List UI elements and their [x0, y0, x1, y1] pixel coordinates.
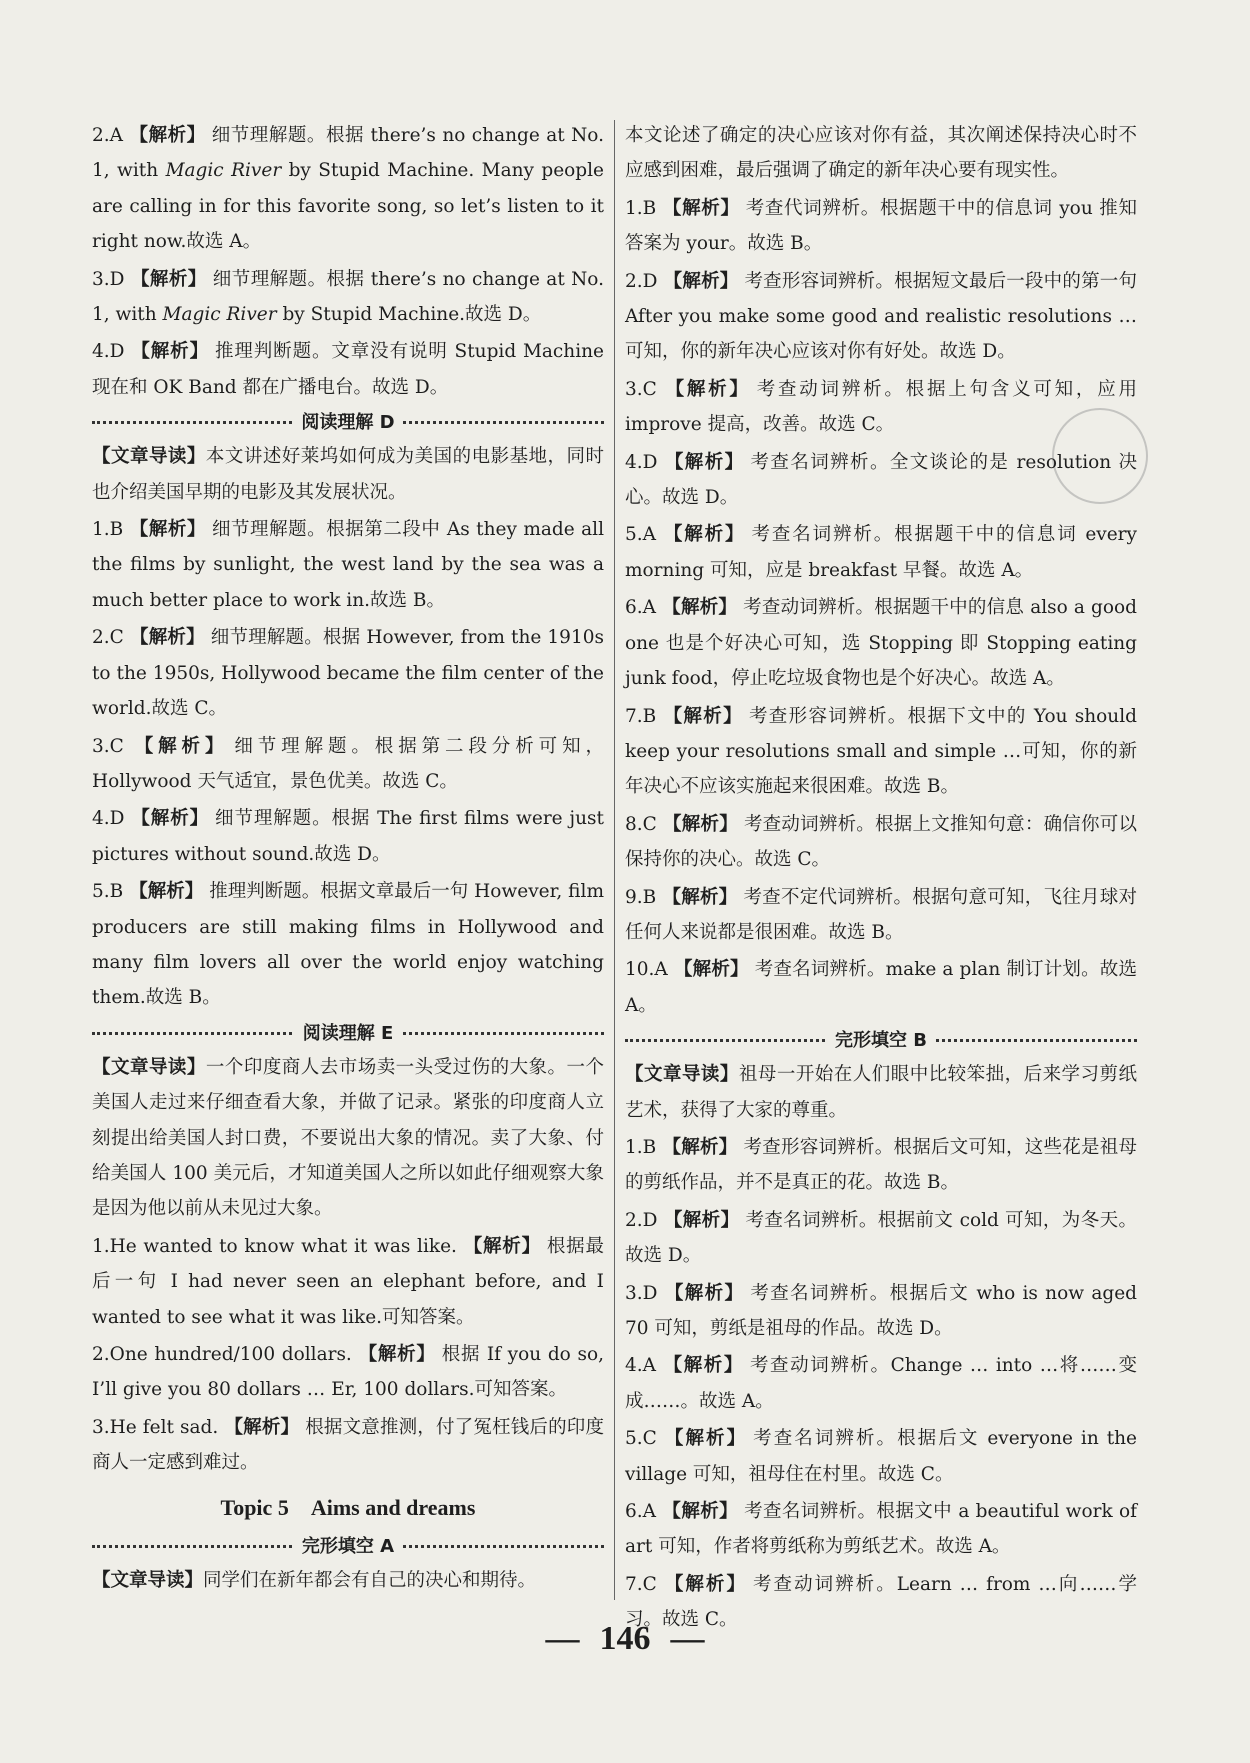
analysis-tag: 【解析】 — [673, 959, 749, 981]
guide-text: 本文讲述好莱坞如何成为美国的电影基地，同时也介绍美国早期的电影及其发展状况。 — [92, 446, 604, 503]
answer-item — [625, 372, 1137, 443]
guide-label: 【文章导读】 — [625, 1064, 739, 1086]
analysis-tag: 【解析】 — [662, 1501, 739, 1523]
answer-number: 7.B — [625, 705, 657, 727]
analysis-text: 推理判断题。文章没有说明 Stupid Machine 现在和 OK Band 都在广播电台。故选 D。 — [92, 341, 604, 398]
answer-item — [625, 1348, 1137, 1419]
topic-label: Topic 5 — [220, 1494, 289, 1520]
article-guide — [92, 1563, 604, 1598]
guide-label: 【文章导读】 — [92, 1569, 204, 1591]
answer-number: 2.C — [92, 627, 124, 649]
analysis-tag: 【解析】 — [357, 1344, 436, 1365]
answer-number: 6.A — [625, 597, 657, 619]
song-title: Magic River — [162, 304, 277, 326]
analysis-tag: 【解析】 — [129, 627, 205, 649]
answer-item — [92, 118, 604, 260]
page-number — [0, 1620, 1250, 1658]
analysis-tag: 【解析】 — [662, 1136, 738, 1158]
guide-text: 一个印度商人去市场卖一头受过伤的大象。一个美国人走过来仔细查看大象，并做了记录。紧张的印度商人立刻提出给美国人封口费，不要说出大象的情况。卖了大象、付给美国人 100 美元后，才知道美国人之所以如此仔细观察大象是因为他以前从未见过大象。 — [92, 1056, 604, 1220]
answer-item — [92, 512, 604, 618]
article-guide — [625, 1057, 1137, 1128]
analysis-text: 考查动词辨析。根据上文推知句意：确信你可以保持你的决心。故选 C。 — [625, 813, 1137, 871]
section-header-reading-d — [92, 407, 604, 437]
analysis-tag: 【解析】 — [662, 886, 738, 908]
analysis-tag: 【解析】 — [129, 881, 204, 903]
analysis-text: 考查代词辨析。根据题干中的信息词 you 推知答案为 your。故选 B。 — [625, 197, 1137, 255]
answer-number: 9.B — [625, 886, 657, 908]
analysis-tag: 【解析】 — [663, 1209, 740, 1231]
analysis-text: 细节理解题。根据 However, from the 1910s to the 1950s, Hollywood became the film center of the world.故选 C。 — [92, 627, 604, 720]
page-number-value: 146 — [599, 1620, 651, 1657]
analysis-tag: 【解析】 — [662, 705, 743, 727]
analysis-text: 考查不定代词辨析。根据句意可知，飞往月球对任何人来说都是很困难。故选 B。 — [625, 886, 1137, 943]
page-number-dash: — — [545, 1620, 580, 1657]
analysis-text: 考查名词辨析。根据后文 who is now aged 70 可知，剪纸是祖母的作品。故选 D。 — [625, 1282, 1137, 1339]
analysis-tag: 【解析】 — [129, 125, 206, 146]
topic-title: Aims and dreams — [310, 1494, 476, 1520]
analysis-text: 根据最后一句 I had never seen an elephant before, and I wanted to see what it was like.可知答案。 — [92, 1235, 604, 1328]
analysis-tag: 【解析】 — [662, 197, 740, 219]
section-header-cloze-a — [92, 1531, 604, 1561]
analysis-text: 根据 If you do so, I’ll give you 80 dollars … Er, 100 dollars.可知答案。 — [92, 1344, 604, 1401]
analysis-text: 细节理解题。根据 The first films were just pictures without sound.故选 D。 — [92, 808, 604, 865]
answer-number: 2.D — [625, 1209, 658, 1231]
page-number-dash: — — [670, 1620, 705, 1657]
analysis-text: 考查名词辨析。根据文中 a beautiful work of art 可知，作者将剪纸称为剪纸艺术。故选 A。 — [625, 1501, 1137, 1558]
analysis-tag: 【解析】 — [662, 524, 746, 546]
answer-number: 4.D — [92, 341, 125, 363]
answer-number: 3.D — [92, 268, 125, 290]
answer-number: 6.A — [625, 1501, 657, 1523]
analysis-tag: 【解析】 — [663, 451, 745, 473]
answer-number: 5.C — [625, 1428, 657, 1450]
answer-number: 4.D — [92, 808, 125, 830]
analysis-tag: 【解析】 — [663, 270, 739, 292]
answer-number: 4.A — [625, 1355, 657, 1377]
analysis-text: 细节理解题。根据第二段分析可知，Hollywood 天气适宜，景色优美。故选 C。 — [92, 735, 604, 792]
answer-item — [625, 1203, 1137, 1274]
answer-text: One hundred/100 dollars. — [109, 1344, 352, 1365]
answer-number: 3.C — [625, 378, 657, 400]
answer-item — [92, 1337, 604, 1408]
analysis-tag: 【解析】 — [662, 378, 751, 400]
analysis-text: 根据文意推测，付了冤枉钱后的印度商人一定感到难过。 — [92, 1416, 604, 1474]
section-title: 阅读理解 D — [293, 408, 402, 434]
answer-item — [625, 517, 1137, 588]
answer-number: 2. — [92, 1344, 110, 1365]
answer-item — [92, 262, 604, 333]
analysis-tag: 【解析】 — [662, 1428, 748, 1450]
analysis-text: 考查名词辨析。根据题干中的信息词 every morning 可知，应是 breakfast 早餐。故选 A。 — [625, 524, 1137, 581]
analysis-tag: 【解析】 — [662, 1573, 747, 1595]
analysis-text: 考查动词辨析。Learn … from …向……学习。故选 C。 — [625, 1573, 1137, 1631]
answer-number: 1. — [92, 1235, 110, 1257]
topic-heading — [92, 1495, 604, 1521]
answer-number: 5.A — [625, 524, 657, 546]
analysis-tag: 【解析】 — [129, 735, 229, 757]
answer-number: 7.C — [625, 1573, 657, 1595]
analysis-tag: 【解析】 — [130, 808, 210, 830]
answer-number: 3.D — [625, 1282, 658, 1304]
analysis-text: by Stupid Machine. Many people are calling in for this favorite song, so let’s listen to it right now.故选 A。 — [92, 160, 605, 253]
answer-number: 1.B — [625, 1136, 657, 1158]
answer-number: 10.A — [625, 959, 668, 981]
answer-item — [92, 801, 604, 872]
answer-item — [625, 1276, 1137, 1347]
answer-number: 3.C — [92, 735, 124, 757]
answer-item — [625, 880, 1137, 951]
analysis-text: 考查形容词辨析。根据短文最后一段中的第一句 After you make some good and realistic resolutions …可知，你的新年决心应该对你有好处。故选 D。 — [625, 270, 1137, 363]
guide-text: 同学们在新年都会有自己的决心和期待。 — [203, 1569, 537, 1591]
guide-text: 祖母一开始在人们眼中比较笨拙，后来学习剪纸艺术，获得了大家的尊重。 — [625, 1064, 1137, 1121]
answer-number: 8.C — [625, 813, 657, 835]
analysis-text: 细节理解题。根据 there’s no change at No. 1, with — [92, 268, 604, 326]
answer-item — [625, 445, 1137, 516]
answer-number: 2.D — [625, 270, 658, 292]
analysis-text: 考查名词辨析。根据后文 everyone in the village 可知，祖母住在村里。故选 C。 — [625, 1428, 1137, 1485]
answer-item — [625, 264, 1137, 370]
section-title: 完形填空 B — [827, 1026, 935, 1052]
answer-number: 4.D — [625, 451, 658, 473]
analysis-tag: 【解析】 — [662, 597, 738, 619]
section-header-reading-e — [92, 1018, 604, 1048]
answer-item — [625, 1494, 1137, 1565]
analysis-tag: 【解析】 — [224, 1416, 300, 1438]
analysis-tag: 【解析】 — [662, 813, 738, 835]
section-title: 完形填空 A — [294, 1532, 402, 1558]
analysis-text: 细节理解题。根据 there’s no change at No. 1, with — [92, 125, 604, 182]
answer-item — [625, 807, 1137, 878]
analysis-text: 考查名词辨析。根据前文 cold 可知，为冬天。故选 D。 — [625, 1209, 1137, 1267]
analysis-text: 考查形容词辨析。根据后文可知，这些花是祖母的剪纸作品，并不是真正的花。故选 B。 — [625, 1136, 1137, 1194]
analysis-tag: 【解析】 — [130, 341, 209, 363]
analysis-text: 推理判断题。根据文章最后一句 However, film producers are still making films in Hollywood and many film lovers all over the world enjoy watching them.故选 B。 — [92, 881, 604, 1009]
article-guide — [92, 1050, 604, 1227]
song-title: Magic River — [165, 160, 282, 182]
analysis-text: 考查动词辨析。Change … into …将……变成……。故选 A。 — [625, 1355, 1137, 1412]
analysis-text: by Stupid Machine.故选 D。 — [276, 304, 542, 326]
answer-item — [92, 1229, 604, 1335]
right-column — [625, 118, 1137, 1638]
analysis-text: 考查名词辨析。make a plan 制订计划。故选 A。 — [625, 959, 1137, 1016]
analysis-tag: 【解析】 — [129, 519, 206, 541]
analysis-tag: 【解析】 — [663, 1282, 745, 1304]
answer-item — [625, 191, 1137, 262]
answer-item — [92, 334, 604, 405]
answer-item — [92, 1410, 604, 1481]
answer-item — [625, 1130, 1137, 1201]
answer-text: He felt sad. — [109, 1416, 219, 1438]
answer-item — [625, 590, 1137, 696]
answer-item — [625, 699, 1137, 805]
analysis-text: 考查形容词辨析。根据下文中的 You should keep your resolutions small and simple …可知，你的新年决心不应该实施起来很困难。故选 B。 — [625, 705, 1137, 798]
analysis-tag: 【解析】 — [130, 268, 207, 290]
answer-number: 1.B — [625, 197, 657, 219]
analysis-text: 考查名词辨析。全文谈论的是 resolution 决心。故选 D。 — [625, 451, 1137, 509]
section-header-cloze-b — [625, 1025, 1137, 1055]
section-title: 阅读理解 E — [295, 1019, 402, 1045]
answer-number: 1.B — [92, 519, 124, 541]
analysis-text: 考查动词辨析。根据题干中的信息 also a good one 也是个好决心可知，选 Stopping 即 Stopping eating junk food，停止吃垃圾食物也是个好决心。故选 A。 — [625, 597, 1137, 690]
guide-label: 【文章导读】 — [92, 446, 206, 468]
answer-number: 2.A — [92, 125, 124, 146]
answer-item — [92, 874, 604, 1016]
analysis-tag: 【解析】 — [662, 1355, 744, 1377]
analysis-tag: 【解析】 — [462, 1235, 541, 1257]
answer-number: 5.B — [92, 881, 124, 903]
column-divider — [614, 120, 615, 1600]
guide-label: 【文章导读】 — [92, 1056, 206, 1078]
analysis-text: 细节理解题。根据第二段中 As they made all the films by sunlight, the west land by the sea was a much better place to work in.故选 B。 — [92, 519, 604, 611]
guide-text-continued: 本文论述了确定的决心应该对你有益，其次阐述保持决心时不应感到困难，最后强调了确定的新年决心要有现实性。 — [625, 125, 1137, 182]
answer-item — [92, 620, 604, 726]
answer-item — [625, 952, 1137, 1023]
answer-number: 3. — [92, 1416, 110, 1438]
answer-item — [92, 729, 604, 800]
answer-text: He wanted to know what it was like. — [109, 1235, 457, 1257]
left-column — [92, 118, 604, 1598]
analysis-text: 考查动词辨析。根据上句含义可知，应用 improve 提高，改善。故选 C。 — [625, 378, 1137, 436]
answer-item — [625, 1421, 1137, 1492]
article-guide — [92, 439, 604, 510]
